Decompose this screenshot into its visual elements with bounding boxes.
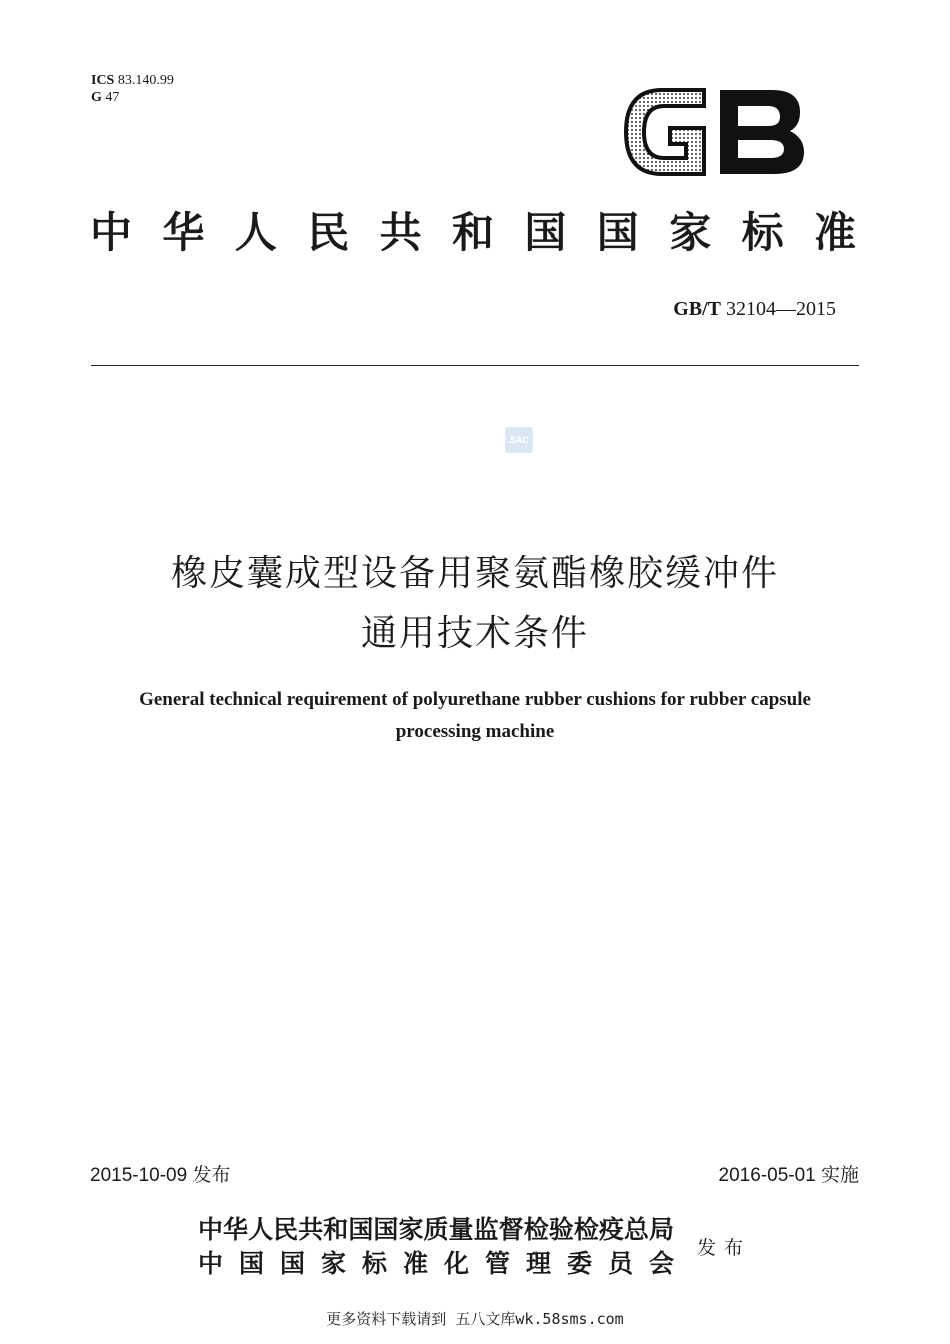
classification-codes bbox=[91, 72, 174, 106]
standard-code-prefix: GB/T bbox=[673, 298, 721, 320]
issue-date: 2015-10-09 发布 bbox=[90, 1165, 231, 1186]
issuer-line-1: 中华人民共和国国家质量监督检验检疫总局 bbox=[198, 1215, 674, 1244]
standard-code-number: 32104—2015 bbox=[726, 298, 836, 320]
publish-label: 发布 bbox=[697, 1237, 752, 1259]
national-standard-title: 中华人民共和国国家标准 bbox=[90, 208, 860, 257]
sac-watermark-icon: SAC bbox=[505, 427, 533, 453]
ics-code-line: ICS 83.140.99 bbox=[91, 73, 174, 88]
header-divider bbox=[91, 365, 859, 366]
english-title-line-2: processing machine bbox=[395, 721, 555, 742]
english-title-line-1: General technical requirement of polyurethane rubber cushions for rubber capsule bbox=[139, 689, 811, 710]
chinese-title-line-2: 通用技术条件 bbox=[360, 613, 589, 654]
implementation-date: 2016-05-01 实施 bbox=[718, 1165, 859, 1186]
issuer-line-2: 中国国家标准化管理委员会 bbox=[198, 1249, 674, 1278]
svg-text:GB: GB bbox=[715, 178, 717, 179]
ccs-code-line: G 47 bbox=[91, 90, 120, 105]
standard-code bbox=[673, 298, 836, 321]
gb-logo bbox=[622, 84, 808, 180]
footer-download-note: 更多资料下载请到 五八文库wk.58sms.com bbox=[326, 1310, 624, 1328]
chinese-title-line-1: 橡皮囊成型设备用聚氨酯橡胶缓冲件 bbox=[170, 553, 779, 594]
